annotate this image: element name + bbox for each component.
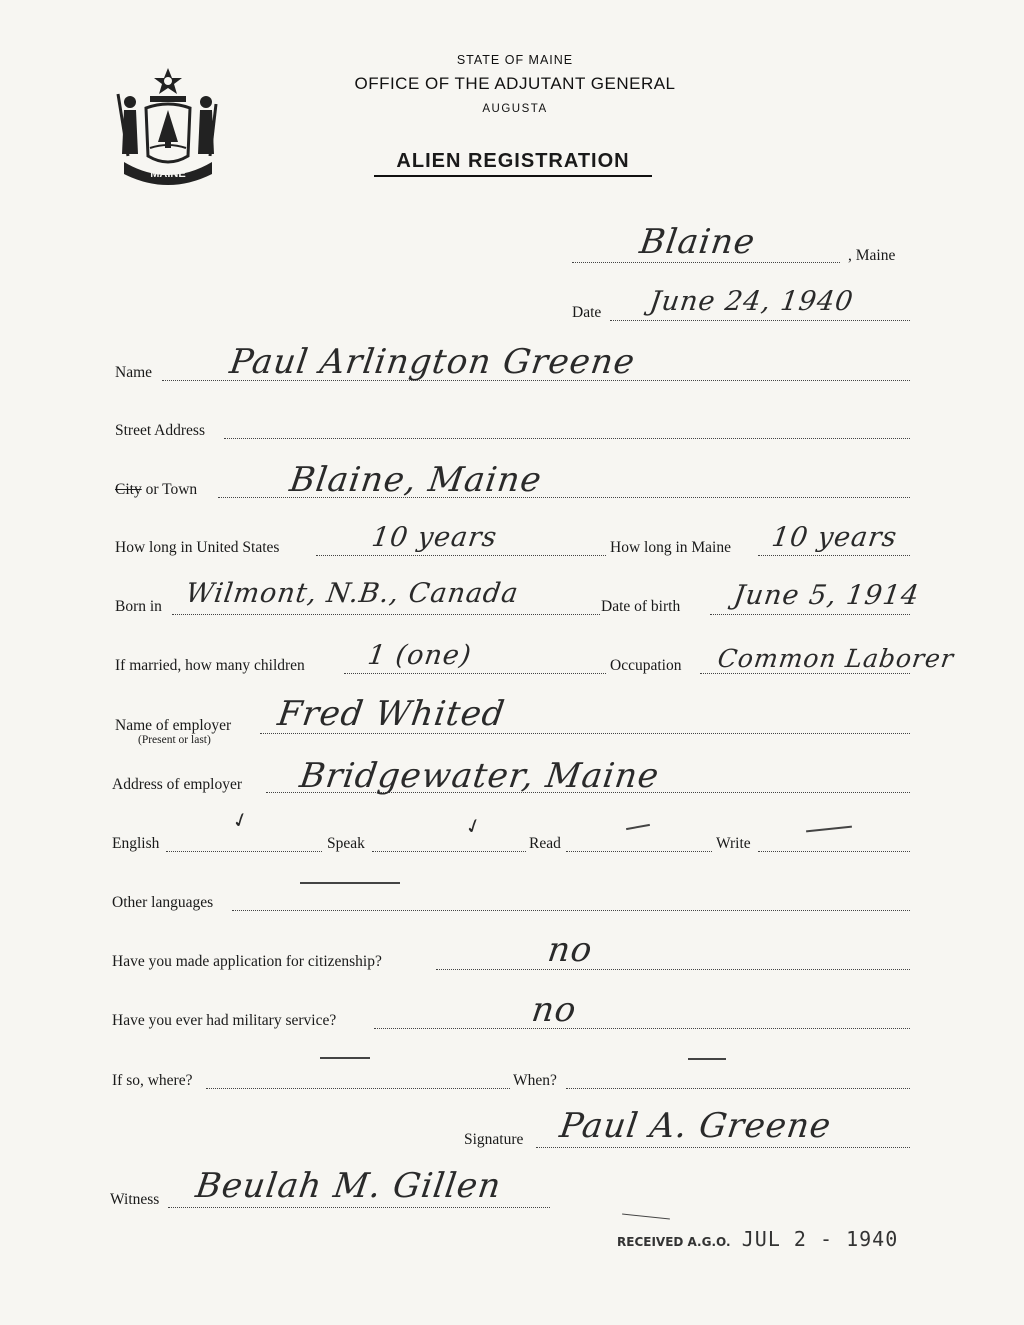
years-maine-handwriting: 10 years (769, 522, 900, 553)
date-line (610, 320, 910, 321)
other-languages-dash (300, 882, 400, 884)
english-line (166, 851, 322, 852)
state-heading: STATE OF MAINE (456, 53, 574, 67)
city-heading: AUGUSTA (482, 103, 548, 115)
signature-line (536, 1147, 910, 1148)
speak-label: Speak (327, 835, 365, 852)
where-dash (320, 1057, 370, 1059)
street-label: Street Address (115, 422, 205, 439)
name-handwriting: Paul Arlington Greene (227, 342, 638, 382)
received-stamp-text: RECEIVED A.G.O. (617, 1235, 731, 1249)
write-check-mark (806, 826, 852, 833)
citizenship-line (436, 969, 910, 970)
date-handwriting: June 24, 1940 (647, 286, 856, 317)
employer-label: Name of employer (115, 717, 232, 734)
when-dash (688, 1058, 726, 1060)
name-label: Name (115, 364, 153, 381)
occupation-line (700, 673, 910, 674)
employer-handwriting: Fred Whited (275, 694, 508, 734)
maine-suffix: , Maine (848, 247, 896, 264)
years-us-label: How long in United States (115, 539, 280, 556)
place-handwriting: Blaine (637, 222, 758, 262)
office-heading: OFFICE OF THE ADJUTANT GENERAL (354, 74, 676, 93)
street-line (224, 438, 910, 439)
english-check-icon: ✓ (228, 805, 253, 835)
born-in-label: Born in (115, 598, 162, 615)
occupation-label: Occupation (610, 657, 682, 674)
signature-handwriting: Paul A. Greene (557, 1106, 834, 1146)
employer-address-handwriting: Bridgewater, Maine (297, 756, 662, 796)
where-line (206, 1088, 510, 1089)
years-us-line (316, 555, 606, 556)
read-line (566, 851, 712, 852)
children-label: If married, how many children (115, 657, 305, 674)
stamp-mark (622, 1213, 670, 1219)
write-line (758, 851, 910, 852)
citizenship-handwriting: no (545, 930, 596, 970)
dob-handwriting: June 5, 1914 (731, 580, 922, 611)
dob-line (710, 614, 910, 615)
children-handwriting: 1 (one) (365, 640, 474, 671)
citizenship-label: Have you made application for citizenship? (112, 953, 382, 970)
received-stamp (617, 1227, 898, 1251)
city-struck-text: City (115, 481, 142, 498)
children-line (344, 673, 606, 674)
witness-label: Witness (110, 1191, 160, 1208)
read-label: Read (529, 835, 561, 852)
maine-state-seal-icon (116, 64, 220, 188)
received-stamp-date: JUL 2 - 1940 (741, 1227, 899, 1251)
speak-check-icon: ✓ (461, 811, 486, 841)
employer-address-label: Address of employer (112, 776, 242, 793)
speak-line (372, 851, 526, 852)
write-label: Write (716, 835, 751, 852)
city-town-label (115, 481, 197, 499)
military-label: Have you ever had military service? (112, 1012, 337, 1029)
employer-sublabel: (Present or last) (138, 734, 211, 746)
other-languages-label: Other languages (112, 894, 214, 911)
english-label: English (112, 835, 160, 852)
when-line (566, 1088, 910, 1089)
town-text: or Town (141, 481, 198, 498)
signature-label: Signature (464, 1131, 524, 1148)
read-check-mark (626, 824, 650, 830)
place-line (572, 262, 840, 263)
other-languages-line (232, 910, 910, 911)
military-line (374, 1028, 910, 1029)
years-us-handwriting: 10 years (369, 522, 500, 553)
where-label: If so, where? (112, 1072, 193, 1089)
when-label: When? (513, 1072, 557, 1089)
seal-text: MAINE (150, 168, 186, 180)
town-handwriting: Blaine, Maine (287, 460, 545, 500)
born-in-line (172, 614, 600, 615)
date-label: Date (572, 304, 602, 321)
military-handwriting: no (529, 990, 580, 1030)
witness-handwriting: Beulah M. Gillen (193, 1166, 504, 1206)
born-in-handwriting: Wilmont, N.B., Canada (183, 578, 521, 609)
witness-line (168, 1207, 550, 1208)
form-title: ALIEN REGISTRATION (374, 150, 652, 177)
years-maine-line (758, 555, 910, 556)
occupation-handwriting: Common Laborer (715, 644, 956, 673)
years-maine-label: How long in Maine (610, 539, 731, 556)
dob-label: Date of birth (601, 598, 681, 615)
